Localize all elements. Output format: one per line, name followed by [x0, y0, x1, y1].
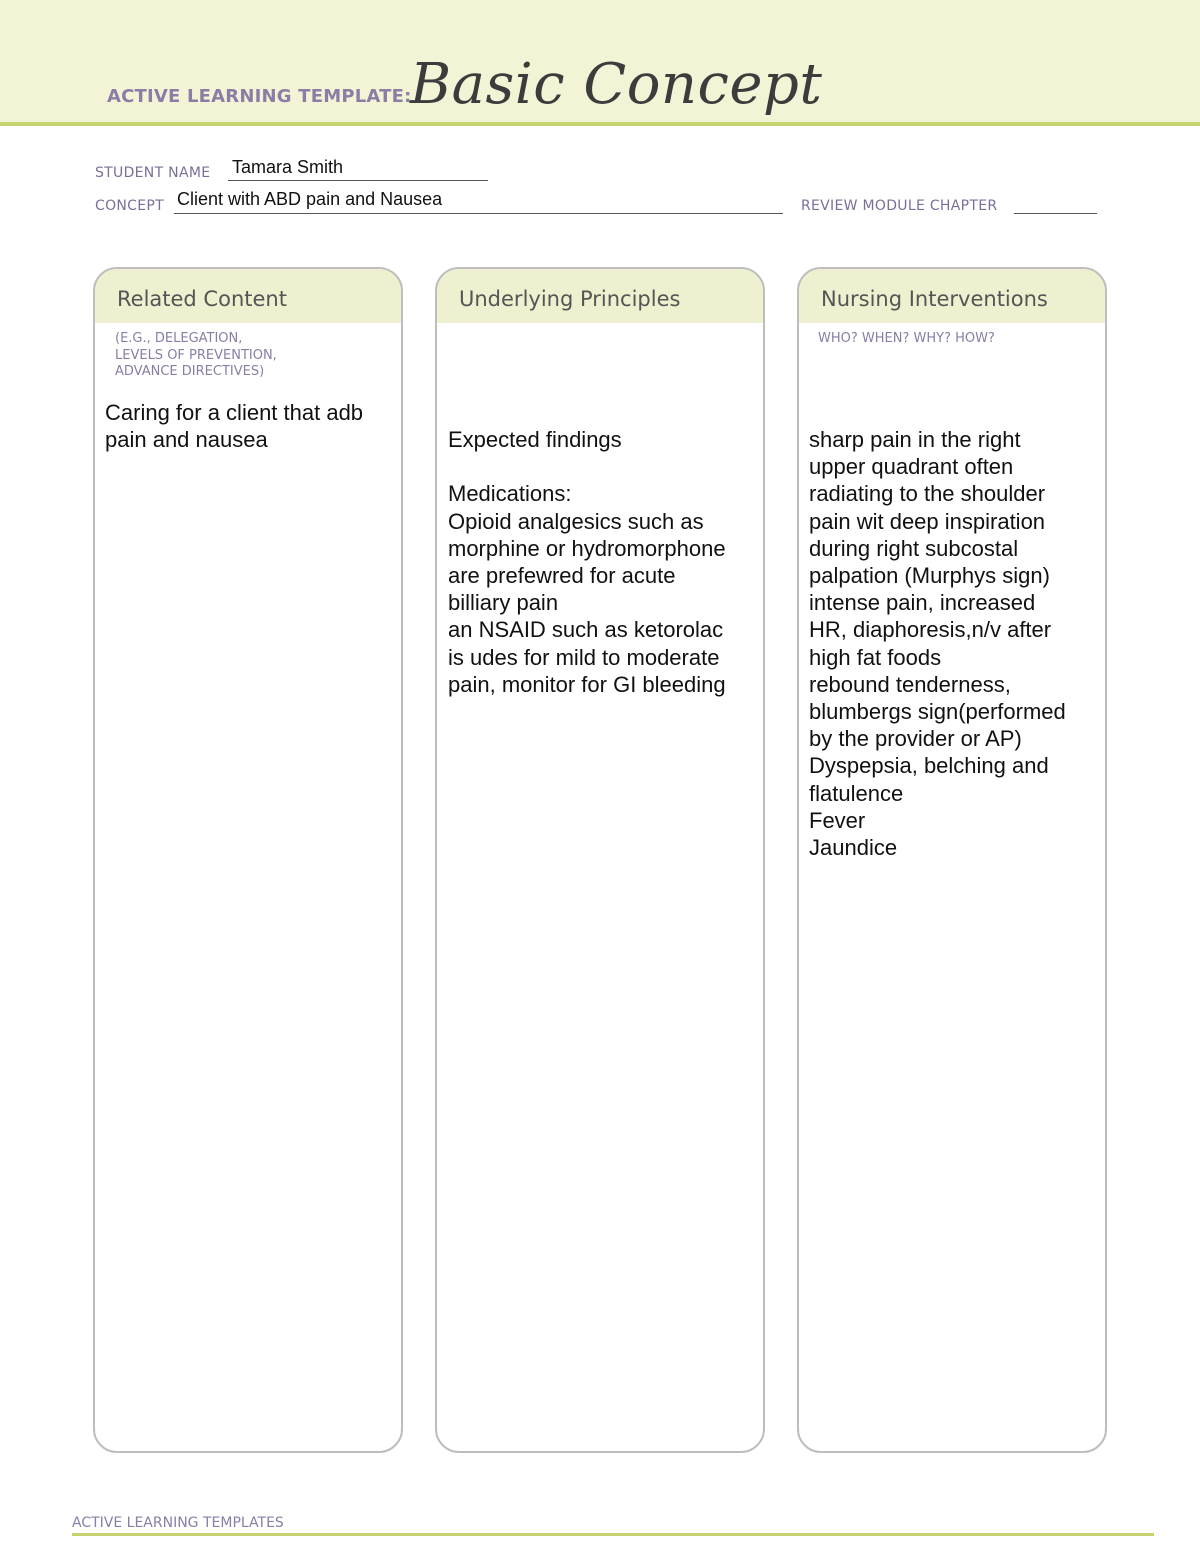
underlying-principles-title: Underlying Principles: [437, 269, 763, 323]
concept-line: [174, 213, 783, 214]
footer-label: ACTIVE LEARNING TEMPLATES: [72, 1515, 284, 1531]
underlying-principles-panel: [435, 267, 765, 1453]
related-content-body[interactable]: Caring for a client that adb pain and nausea: [105, 400, 364, 453]
related-content-title: Related Content: [95, 269, 401, 323]
student-name-label: STUDENT NAME: [95, 165, 211, 181]
related-content-subtitle: (E.G., DELEGATION, LEVELS OF PREVENTION, ADVANCE DIRECTIVES): [115, 331, 277, 379]
nursing-interventions-panel: [797, 267, 1107, 1453]
related-content-panel: [93, 267, 403, 1453]
review-module-line[interactable]: [1014, 213, 1097, 214]
concept-label: CONCEPT: [95, 198, 164, 214]
header-divider: [0, 122, 1200, 126]
template-label: ACTIVE LEARNING TEMPLATE:: [107, 86, 412, 107]
template-title: Basic Concept: [410, 52, 823, 117]
footer-divider: [72, 1533, 1154, 1536]
nursing-interventions-body[interactable]: sharp pain in the right upper quadrant often radiating to the shoulder pain wit deep inspiration during right subcostal palpation (Murphys sign) intense pain, increased HR, diaphoresis,n/v after high fat foods rebound tenderness, blumbergs sign(performed by the provider or AP) Dyspepsia, belching and flatulence Fever Jaundice: [809, 427, 1066, 861]
underlying-principles-body[interactable]: Expected findings Medications: Opioid analgesics such as morphine or hydromorphone are prefewred for acute billiary pain an NSAID such as ketorolac is udes for mild to moderate pain, monitor for GI bleeding: [448, 427, 726, 697]
review-module-label: REVIEW MODULE CHAPTER: [801, 198, 998, 214]
concept-value[interactable]: Client with ABD pain and Nausea: [177, 189, 443, 209]
student-name-line: [228, 180, 488, 181]
nursing-interventions-subtitle: WHO? WHEN? WHY? HOW?: [818, 331, 995, 346]
student-name-value[interactable]: Tamara Smith: [232, 157, 344, 177]
nursing-interventions-title: Nursing Interventions: [799, 269, 1105, 323]
